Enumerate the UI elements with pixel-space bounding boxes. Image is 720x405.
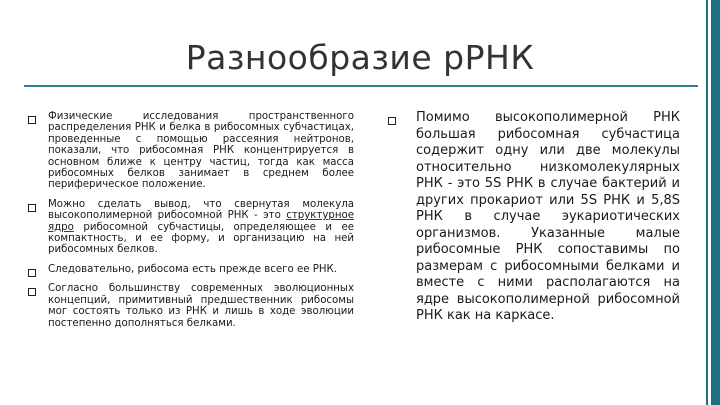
- title-rule: [24, 85, 698, 87]
- square-bullet-icon: [28, 288, 36, 296]
- left-item-text: Согласно большинству современных эволюционных концепций, примитивный предшественник рибосомы мог состоять только из РНК и лишь в ходе эволюции постепенно дополняться белками.: [48, 283, 354, 329]
- left-list-item: [28, 111, 354, 191]
- underlined-term: структурное ядро: [48, 210, 354, 233]
- left-list-item: [28, 264, 354, 275]
- left-column: [28, 111, 354, 337]
- left-item-text: Физические исследования пространственного распределения РНК и белка в рибосомных субчастицах, проведенные с помощью рассеяния нейтронов, показали, что рибосомная РНК концентрируется в основном ближе к центру частиц, тогда как масса рибосомных белков занимает в среднем более периферическое положение.: [48, 111, 354, 191]
- square-bullet-icon: [28, 116, 36, 124]
- right-list-item: [388, 110, 680, 325]
- left-list-item: [28, 199, 354, 256]
- left-item-text-before: Можно сделать вывод, что свернутая молекула высокополимерной рибосомной РНК - это: [48, 198, 354, 222]
- slide-title: Разнообразие рРНК: [185, 38, 535, 77]
- square-bullet-icon: [28, 269, 36, 277]
- left-item-text: [48, 199, 354, 256]
- left-item-text-after: рибосомной субчастицы, определяющее и ее компактность, и ее форму, и организацию на ней рибосомных белков.: [48, 221, 354, 256]
- square-bullet-icon: [388, 117, 396, 125]
- left-list-item: [28, 283, 354, 329]
- right-item-text: Помимо высокополимерной РНК большая рибосомная субчастица содержит одну или две молекулы относительно низкомолекулярных РНК - это 5S РНК в случае бактерий и других прокариот или 5S РНК и 5,8S РНК в случае эукариотических организмов. Указанные малые рибосомные РНК сопоставимы по размерам с рибосомными белками и вместе с ними располагаются на ядре высокополимерной рибосомной РНК как на каркасе.: [416, 110, 680, 323]
- left-item-text: Следовательно, рибосома есть прежде всего ее РНК.: [48, 263, 338, 275]
- square-bullet-icon: [28, 204, 36, 212]
- right-column: [388, 110, 680, 325]
